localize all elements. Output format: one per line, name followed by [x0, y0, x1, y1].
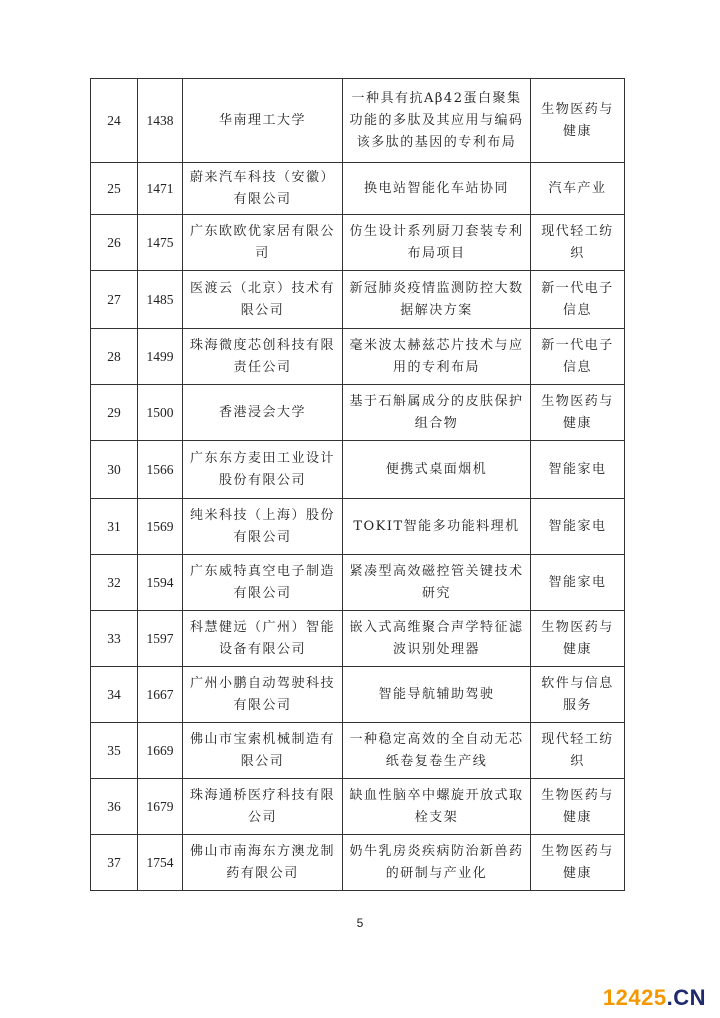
table-row [91, 667, 625, 723]
industry-field: 智能家电 [531, 441, 625, 499]
organization-name: 佛山市宝索机械制造有限公司 [183, 723, 343, 779]
industry-field: 生物医药与健康 [531, 779, 625, 835]
project-id: 1438 [138, 79, 183, 163]
industry-field: 生物医药与健康 [531, 611, 625, 667]
table-row [91, 499, 625, 555]
industry-field: 生物医药与健康 [531, 385, 625, 441]
row-number: 36 [91, 779, 138, 835]
table-row [91, 163, 625, 215]
table-row [91, 329, 625, 385]
industry-field: 汽车产业 [531, 163, 625, 215]
row-number: 25 [91, 163, 138, 215]
organization-name: 广东威特真空电子制造有限公司 [183, 555, 343, 611]
project-name: 换电站智能化车站协同 [343, 163, 531, 215]
organization-name: 医渡云（北京）技术有限公司 [183, 271, 343, 329]
industry-field: 生物医药与健康 [531, 835, 625, 891]
organization-name: 广州小鹏自动驾驶科技有限公司 [183, 667, 343, 723]
organization-name: 纯米科技（上海）股份有限公司 [183, 499, 343, 555]
project-name: 紧凑型高效磁控管关键技术研究 [343, 555, 531, 611]
project-id: 1566 [138, 441, 183, 499]
project-name: TOKIT智能多功能料理机 [343, 499, 531, 555]
industry-field: 智能家电 [531, 499, 625, 555]
row-number: 32 [91, 555, 138, 611]
project-id: 1669 [138, 723, 183, 779]
industry-field: 现代轻工纺织 [531, 723, 625, 779]
site-watermark [603, 985, 706, 1011]
project-name: 仿生设计系列厨刀套装专利布局项目 [343, 215, 531, 271]
industry-field: 新一代电子信息 [531, 271, 625, 329]
project-id: 1597 [138, 611, 183, 667]
table-row [91, 215, 625, 271]
organization-name: 珠海微度芯创科技有限责任公司 [183, 329, 343, 385]
project-name: 毫米波太赫兹芯片技术与应用的专利布局 [343, 329, 531, 385]
project-id: 1594 [138, 555, 183, 611]
organization-name: 广东东方麦田工业设计股份有限公司 [183, 441, 343, 499]
row-number: 30 [91, 441, 138, 499]
table-row [91, 611, 625, 667]
table-row [91, 835, 625, 891]
row-number: 34 [91, 667, 138, 723]
table-row [91, 779, 625, 835]
organization-name: 广东欧欧优家居有限公司 [183, 215, 343, 271]
industry-field: 软件与信息服务 [531, 667, 625, 723]
organization-name: 蔚来汽车科技（安徽）有限公司 [183, 163, 343, 215]
project-name: 新冠肺炎疫情监测防控大数据解决方案 [343, 271, 531, 329]
row-number: 35 [91, 723, 138, 779]
table-row [91, 555, 625, 611]
project-id: 1667 [138, 667, 183, 723]
row-number: 37 [91, 835, 138, 891]
project-name: 一种具有抗Aβ42蛋白聚集功能的多肽及其应用与编码该多肽的基因的专利布局 [343, 79, 531, 163]
organization-name: 香港浸会大学 [183, 385, 343, 441]
page-number: 5 [356, 916, 364, 930]
project-name: 基于石斛属成分的皮肤保护组合物 [343, 385, 531, 441]
project-id: 1499 [138, 329, 183, 385]
watermark-tld: CN [673, 985, 706, 1010]
table-row [91, 271, 625, 329]
table-row [91, 723, 625, 779]
row-number: 26 [91, 215, 138, 271]
project-name: 嵌入式高维聚合声学特征滤波识别处理器 [343, 611, 531, 667]
row-number: 31 [91, 499, 138, 555]
organization-name: 科慧健远（广州）智能设备有限公司 [183, 611, 343, 667]
project-name: 便携式桌面烟机 [343, 441, 531, 499]
project-id: 1754 [138, 835, 183, 891]
organization-name: 珠海通桥医疗科技有限公司 [183, 779, 343, 835]
organization-name: 华南理工大学 [183, 79, 343, 163]
organization-name: 佛山市南海东方澳龙制药有限公司 [183, 835, 343, 891]
row-number: 27 [91, 271, 138, 329]
industry-field: 新一代电子信息 [531, 329, 625, 385]
project-id: 1500 [138, 385, 183, 441]
watermark-number: 12425 [602, 985, 667, 1010]
project-table [90, 78, 625, 891]
table-row [91, 441, 625, 499]
industry-field: 智能家电 [531, 555, 625, 611]
project-id: 1679 [138, 779, 183, 835]
industry-field: 生物医药与健康 [531, 79, 625, 163]
industry-field: 现代轻工纺织 [531, 215, 625, 271]
row-number: 24 [91, 79, 138, 163]
project-name: 奶牛乳房炎疾病防治新兽药的研制与产业化 [343, 835, 531, 891]
project-table-body [91, 79, 625, 891]
project-id: 1485 [138, 271, 183, 329]
project-id: 1471 [138, 163, 183, 215]
row-number: 29 [91, 385, 138, 441]
row-number: 28 [91, 329, 138, 385]
project-id: 1569 [138, 499, 183, 555]
table-row [91, 385, 625, 441]
watermark-dot: . [666, 985, 674, 1010]
row-number: 33 [91, 611, 138, 667]
project-name: 缺血性脑卒中螺旋开放式取栓支架 [343, 779, 531, 835]
project-name: 智能导航辅助驾驶 [343, 667, 531, 723]
project-name: 一种稳定高效的全自动无芯纸卷复卷生产线 [343, 723, 531, 779]
table-row [91, 79, 625, 163]
project-id: 1475 [138, 215, 183, 271]
